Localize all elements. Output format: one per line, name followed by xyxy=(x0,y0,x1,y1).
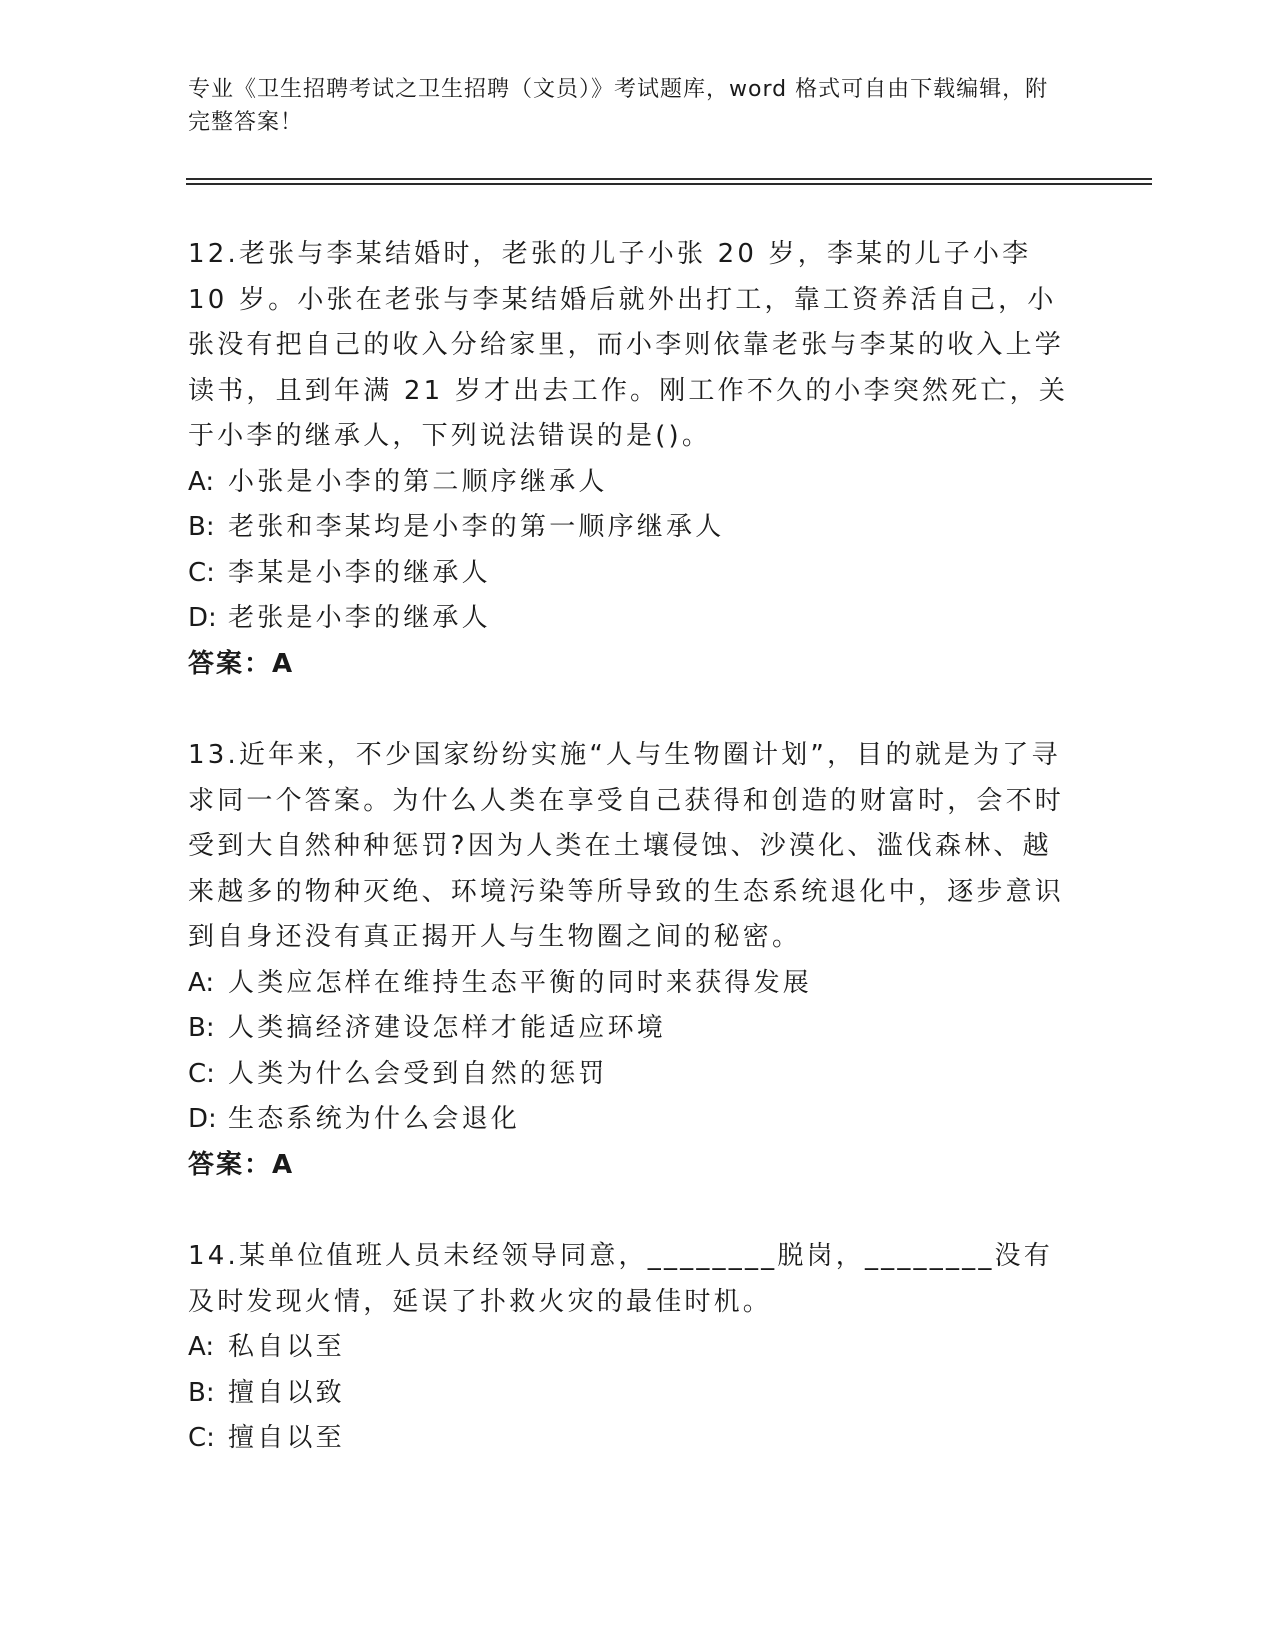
question-text: 13.近年来，不少国家纷纷实施“人与生物圈计划”，目的就是为了寻求同一个答案。为什么人类在享受自己获得和创造的财富时，会不时受到大自然种种惩罚?因为人类在土壤侵蚀、沙漠化、滥伐森林、越来越多的物种灭绝、环境污染等所导致的生态系统退化中，逐步意识到自身还没有真正揭开人与生物圈之间的秘密。 xyxy=(188,740,1065,952)
option-key: B: xyxy=(188,1377,215,1408)
header-divider-bottom xyxy=(186,183,1152,185)
option-a xyxy=(188,961,1078,1007)
option-key: C: xyxy=(188,1423,215,1453)
option-key: B: xyxy=(188,1013,215,1043)
option-b xyxy=(188,1371,1078,1417)
option-b xyxy=(188,505,1078,551)
option-text: 私自以至 xyxy=(228,1332,345,1362)
question-13 xyxy=(188,733,1078,1188)
option-d xyxy=(188,596,1078,642)
option-key: C: xyxy=(188,557,215,588)
header-divider-top xyxy=(186,178,1152,180)
option-key: B: xyxy=(188,512,215,542)
option-text: 李某是小李的继承人 xyxy=(228,557,491,588)
option-text: 擅自以致 xyxy=(228,1377,345,1408)
option-b xyxy=(188,1006,1078,1052)
answer-label: 答案：A xyxy=(188,1149,295,1180)
option-d xyxy=(188,1097,1078,1143)
question-14 xyxy=(188,1234,1078,1462)
question-list xyxy=(188,232,1078,1508)
option-key: A: xyxy=(188,466,215,497)
option-a xyxy=(188,460,1078,506)
option-key: A: xyxy=(188,967,215,998)
option-text: 生态系统为什么会退化 xyxy=(228,1104,521,1134)
question-12 xyxy=(188,232,1078,687)
option-text: 人类应怎样在维持生态平衡的同时来获得发展 xyxy=(228,967,813,998)
option-key: D: xyxy=(188,1104,217,1134)
option-key: C: xyxy=(188,1058,215,1089)
option-text: 老张和李某均是小李的第一顺序继承人 xyxy=(228,512,725,542)
option-a xyxy=(188,1325,1078,1371)
option-text: 人类为什么会受到自然的惩罚 xyxy=(228,1058,608,1089)
option-text: 小张是小李的第二顺序继承人 xyxy=(228,466,608,497)
option-key: D: xyxy=(188,603,217,633)
option-text: 人类搞经济建设怎样才能适应环境 xyxy=(228,1013,667,1043)
document-header: 专业《卫生招聘考试之卫生招聘（文员）》考试题库，word 格式可自由下载编辑，附完整答案！ xyxy=(188,77,1049,135)
question-text: 12.老张与李某结婚时，老张的儿子小张 20 岁，李某的儿子小李 10 岁。小张在老张与李某结婚后就外出打工，靠工资养活自己，小张没有把自己的收入分给家里，而小李则依靠老张与李某的收入上学读书，且到年满 21 岁才出去工作。刚工作不久的小李突然死亡，关于小李的继承人，下列说法错误的是()。 xyxy=(188,239,1069,451)
option-c xyxy=(188,1052,1078,1098)
option-key: A: xyxy=(188,1332,215,1362)
answer-label: 答案：A xyxy=(188,648,295,679)
option-c xyxy=(188,551,1078,597)
option-text: 擅自以至 xyxy=(228,1423,345,1453)
question-text: 14.某单位值班人员未经领导同意，________脱岗，________没有及时发现火情，延误了扑救火灾的最佳时机。 xyxy=(188,1241,1053,1317)
option-text: 老张是小李的继承人 xyxy=(228,603,491,633)
option-c xyxy=(188,1416,1078,1462)
